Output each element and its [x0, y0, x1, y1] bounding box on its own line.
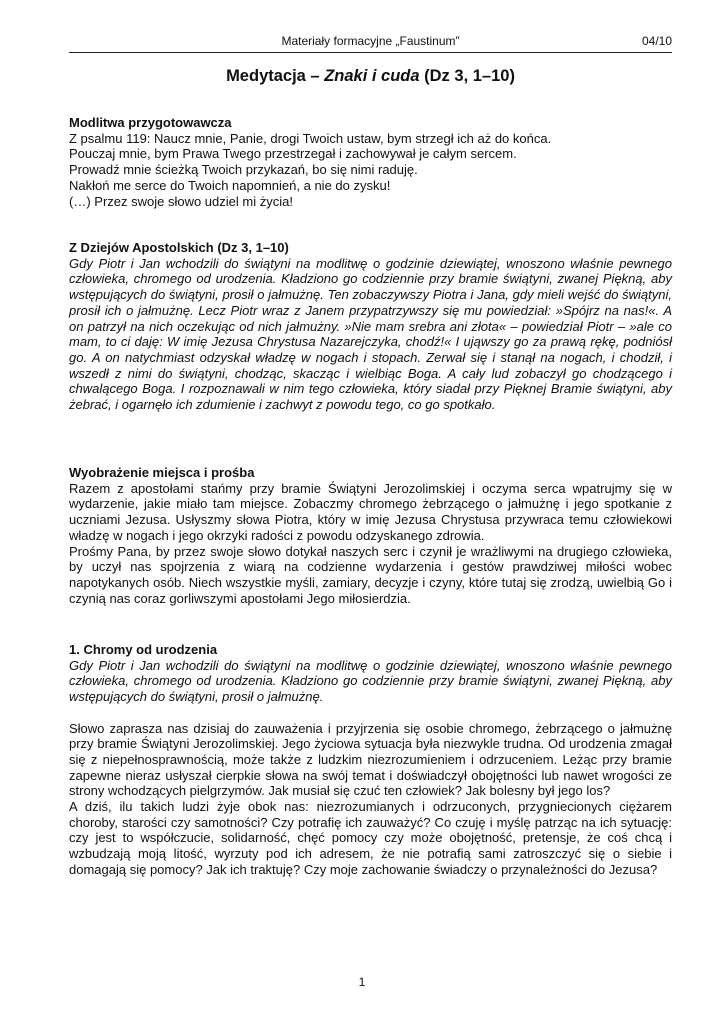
- imagination-paragraph: Prośmy Pana, by przez swoje słowo dotykał naszych serc i czynił je wrażliwymi na drugiego człowieka, by uczył nas spojrzenia z wiarą na codzienne wydarzenia i gestów prawdziwej miłości wobec napotykanych osób. Niech wszystkie myśli, zamiary, decyzje i czyny, które tutaj się zrodzą, uwielbią Go i czynią nas coraz gorliwszymi apostołami Jego miłosierdzia.: [69, 543, 672, 606]
- header-title: Materiały formacyjne „Faustinum”: [281, 34, 460, 48]
- imagination-heading: Wyobrażenie miejsca i prośba: [69, 465, 255, 480]
- paragraph-gap: [69, 705, 672, 721]
- header-divider: [69, 52, 672, 53]
- point1-quote: Gdy Piotr i Jan wchodzili do świątyni na modlitwę o godzinie dziewiątej, wnoszono właśnie pewnego człowieka, chromego od urodzenia. Kładziono go codziennie przy bramie świątyni, zwanej Piękną, aby wstępujących do świątyni, prosił o jałmużnę.: [69, 657, 672, 705]
- prayer-line: Pouczaj mnie, bym Prawa Twego przestrzegał i zachowywał je całym sercem.: [69, 146, 517, 162]
- point1-section: [69, 642, 672, 878]
- acts-section: [69, 240, 672, 413]
- document-title: [69, 65, 672, 87]
- point1-paragraph: A dziś, ilu takich ludzi żyje obok nas: niezrozumianych i odrzuconych, przygniecionych ciężarem choroby, starości czy samotności? Czy potrafię ich zauważyć? Co czuję i myślę patrząc na ich sytuację: czy jest to współczucie, solidarność, chęć pomocy czy może obojętność, pretensje, że coś chcą i wzbudzają moją litość, wyrzuty pod ich adresem, że nie potrafią sami zatroszczyć się o siebie i domagają się pomocy? Jak ich traktuję? Czy moje zachowanie świadczy o przynależności do Jezusa?: [69, 799, 672, 877]
- point1-heading: 1. Chromy od urodzenia: [69, 642, 218, 657]
- header-page-ref: 04/10: [641, 34, 672, 48]
- page-number: 1: [358, 975, 366, 989]
- prayer-line: Prowadź mnie ścieżką Twoich przykazań, bo się nimi raduję.: [69, 162, 418, 178]
- acts-text: Gdy Piotr i Jan wchodzili do świątyni na modlitwę o godzinie dziewiątej, wnoszono właśnie pewnego człowieka, chromego od urodzenia. Kładziono go codziennie przy bramie świątyni, zwanej Piękną, aby wstępujących do świątyni, prosił o jałmużnę. Ten zobaczywszy Piotra i Jana, gdy mieli wejść do świątyni, prosił ich o jałmużnę. Lecz Piotr wraz z Janem przypatrzywszy się mu powiedział: »Spójrz na nas!«. A on patrzył na nich oczekując od nich jałmużny. »Nie mam srebra ani złota« – powiedział Piotr – »ale co mam, to ci daję: W imię Jezusa Chrystusa Nazarejczyka, chodź!« I ująwszy go za prawą rękę, podniósł go. A on natychmiast odzyskał władzę w nogach i stopach. Zerwał się i stanął na nogach, i chodził, i wszedł z nimi do świątyni, chodząc, skacząc i wielbiąc Boga. A cały lud zobaczył go chodzącego i chwalącego Boga. I rozpoznawali w nim tego człowieka, który siadał przy Pięknej Bramie świątyni, aby żebrać, i ogarnęło ich zdumienie i zachwyt z powodu tego, co go spotkało.: [69, 255, 672, 413]
- title-italic: Znaki i cuda: [324, 67, 420, 85]
- page-header: [69, 34, 672, 50]
- prayer-heading: Modlitwa przygotowawcza: [69, 115, 232, 130]
- imagination-paragraph: Razem z apostołami stańmy przy bramie Świątyni Jerozolimskiej i oczyma serca wpatrujmy się w wydarzenie, jakie miało tam miejsce. Zobaczmy chromego żebrzącego o jałmużnę i jego spotkanie z uczniami Jezusa. Usłyszmy słowa Piotra, który w imię Jezusa Chrystusa przywraca temu człowiekowi władzę w nogach i jego okrzyki radości z powodu odzyskanego zdrowia.: [69, 480, 672, 543]
- imagination-section: [69, 465, 672, 606]
- acts-heading: Z Dziejów Apostolskich (Dz 3, 1–10): [69, 240, 289, 255]
- prayer-line: (…) Przez swoje słowo udziel mi życia!: [69, 193, 293, 209]
- prayer-line: Z psalmu 119: Naucz mnie, Panie, drogi Twoich ustaw, bym strzegł ich aż do końca.: [69, 130, 552, 146]
- point1-paragraph: Słowo zaprasza nas dzisiaj do zauważenia i przyjrzenia się osobie chromego, żebrzącego o jałmużnę przy bramie Świątyni Jerozolimskiej. Jego życiowa sytuacja była niezwykle trudna. Od urodzenia zmagał się z niepełnosprawnością, może także z ludzkim niezrozumieniem i odrzuceniem. Leżąc przy bramie zapewne nieraz usłyszał cierpkie słowa na swój temat i doświadczył obojętności lub nawet wrogości ze strony wchodzących pielgrzymów. Jak musiał się czuć ten człowiek? Jak bolesny był jego los?: [69, 720, 672, 799]
- title-suffix: (Dz 3, 1–10): [419, 67, 515, 85]
- prayer-section: [69, 115, 672, 209]
- title-prefix: Medytacja –: [226, 67, 325, 85]
- prayer-line: Nakłoń me serce do Twoich napomnień, a nie do zysku!: [69, 177, 391, 193]
